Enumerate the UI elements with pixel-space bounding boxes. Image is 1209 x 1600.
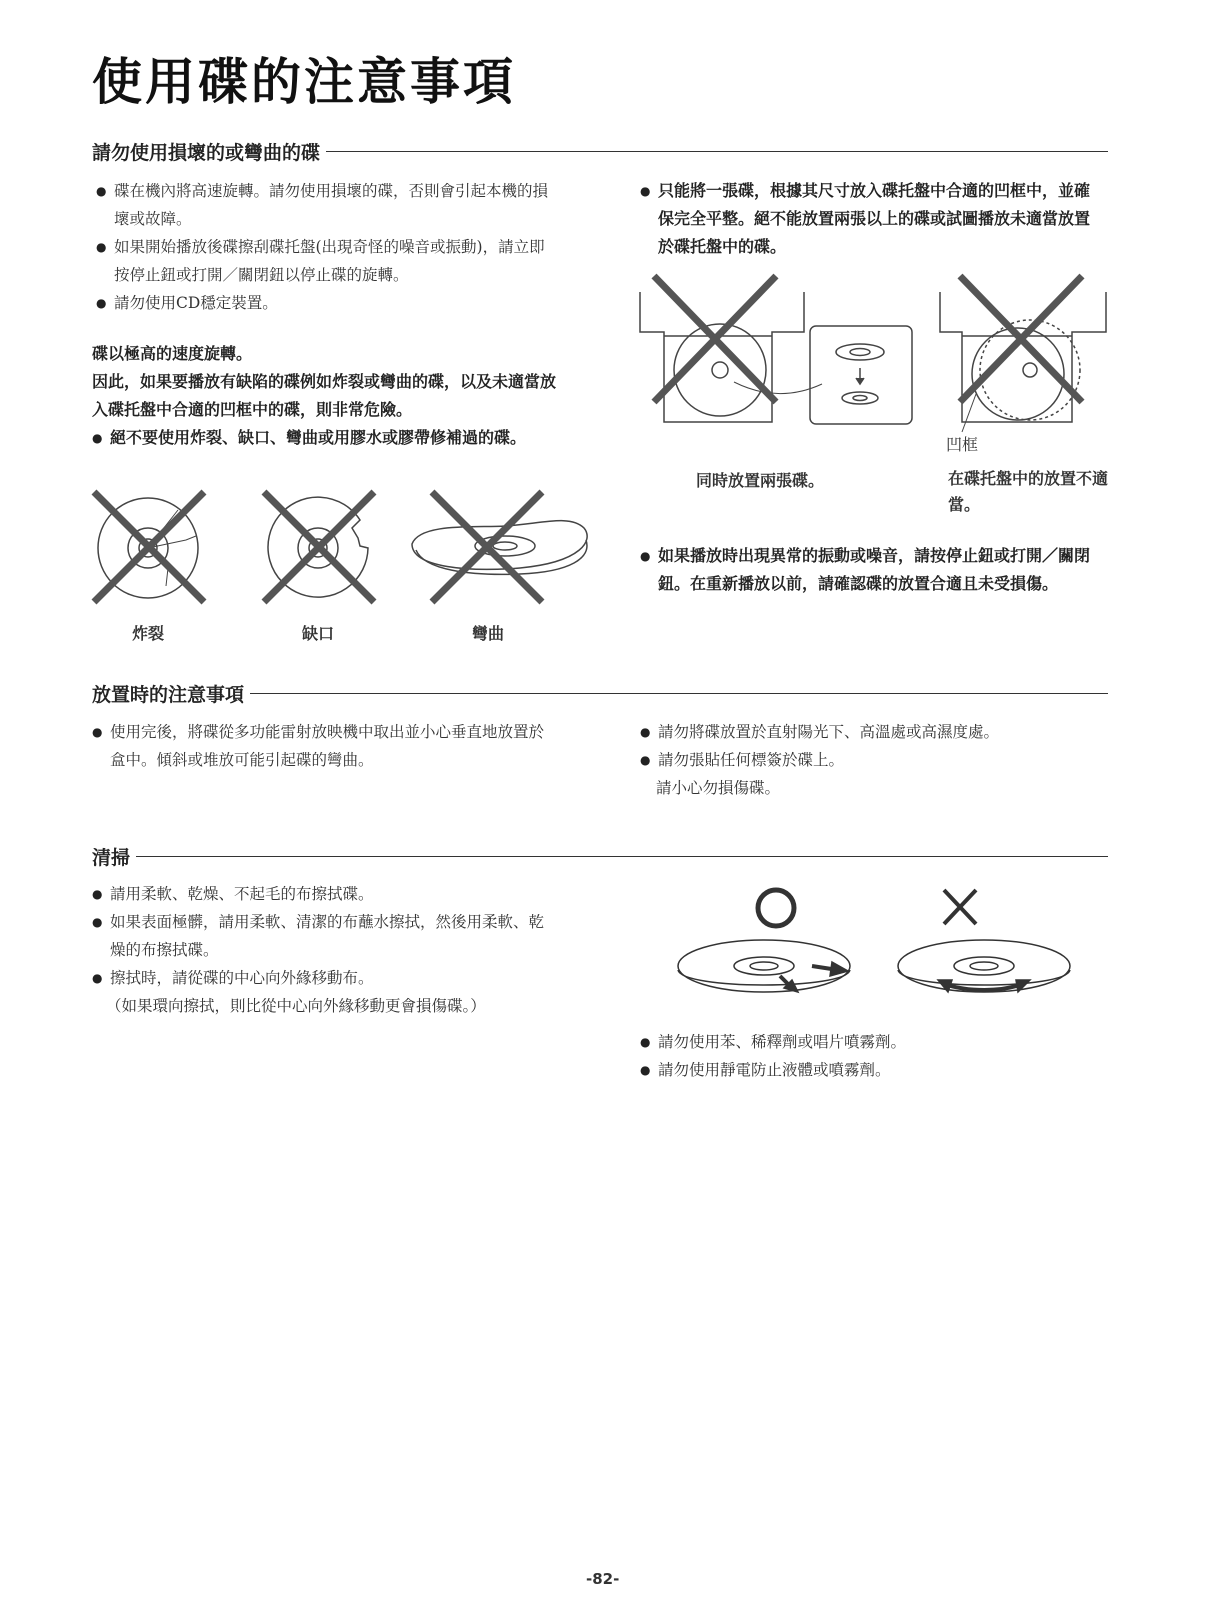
- misplaced-disc-tray-icon: [940, 276, 1106, 432]
- cleaning-illustrations: [672, 880, 1092, 1000]
- storage-left-text: [92, 718, 558, 774]
- caption-two-discs: 同時放置兩張碟。: [696, 471, 825, 490]
- chipped-disc-icon: [264, 492, 374, 602]
- page-title: 使用碟的注意事項: [92, 53, 516, 111]
- storage-note: 請小心勿損傷碟。: [656, 779, 781, 797]
- section-heading-cleaning: [92, 843, 1108, 870]
- warning-line: 因此，如果要播放有缺陷的碟例如炸裂或彎曲的碟，以及未適當放入碟托盤中合適的凹框中的碟，則非常危險。: [92, 372, 557, 419]
- page-number: -82-: [586, 1570, 620, 1588]
- list-item: ● 請勿使用靜電防止液體或噴霧劑。: [640, 1056, 1102, 1084]
- abnormal-vibration-bullet: [640, 542, 1102, 598]
- cleaning-note: （如果環向擦拭，則比從中心向外緣移動更會損傷碟。）: [106, 997, 486, 1015]
- disc-illustrations: [90, 488, 570, 618]
- list-item: ● 使用完後，將碟從多功能雷射放映機中取出並小心垂直地放置於盒中。傾斜或堆放可能引起碟的彎曲。: [92, 718, 558, 774]
- caption-warped: 彎曲: [471, 624, 505, 643]
- section-rule: [250, 693, 1108, 694]
- storage-right-text: [640, 718, 1102, 802]
- caption-chipped: 缺口: [301, 624, 335, 643]
- cleaning-right-text: [640, 1028, 1102, 1084]
- list-item: ● 如果播放時出現異常的振動或噪音，請按停止鈕或打開／關閉鈕。在重新播放以前，請確認碟的放置合適且未受損傷。: [640, 542, 1102, 598]
- damaged-disc-bullets: [96, 177, 558, 317]
- recess-label: 凹框: [946, 435, 979, 454]
- list-item: ● 絕不要使用炸裂、缺口、彎曲或用膠水或膠帶修補過的碟。: [92, 424, 560, 452]
- list-item: ● 請勿使用苯、稀釋劑或唱片噴霧劑。: [640, 1028, 1102, 1056]
- section-heading-label: 放置時的注意事項: [92, 684, 245, 706]
- warning-block: [92, 340, 560, 452]
- list-item: ● 碟在機內將高速旋轉。請勿使用損壞的碟，否則會引起本機的損壞或故障。: [96, 177, 558, 233]
- list-item: ● 如果表面極髒，請用柔軟、清潔的布蘸水擦拭，然後用柔軟、乾燥的布擦拭碟。: [92, 908, 558, 964]
- section-rule: [326, 151, 1108, 152]
- list-item: ● 請勿使用CD穩定裝置。: [96, 289, 558, 317]
- caption-cracked: 炸裂: [131, 624, 165, 643]
- section-heading-damaged-discs: [92, 138, 1108, 165]
- two-discs-tray-icon: [640, 276, 912, 424]
- list-item: ● 擦拭時，請從碟的中心向外緣移動布。: [92, 964, 558, 992]
- caption-misplaced: 在碟托盤中的放置不適當。: [948, 469, 1109, 514]
- cracked-disc-icon: [94, 492, 204, 602]
- list-item: ● 請用柔軟、乾燥、不起毛的布擦拭碟。: [92, 880, 558, 908]
- tray-illustrations: [636, 274, 1116, 474]
- warning-line: 碟以極高的速度旋轉。: [92, 344, 253, 363]
- section-heading-storage: [92, 680, 1108, 707]
- section-heading-label: 清掃: [92, 847, 131, 869]
- warped-disc-icon: [412, 492, 587, 602]
- section-heading-label: 請勿使用損壞的或彎曲的碟: [92, 142, 321, 164]
- list-item: ● 如果開始播放後碟擦刮碟托盤(出現奇怪的噪音或振動)，請立即按停止鈕或打開／關閉鈕以停止碟的旋轉。: [96, 233, 558, 289]
- list-item: ● 請勿張貼任何標簽於碟上。: [640, 746, 1102, 774]
- incorrect-wipe-disc-icon: [898, 890, 1070, 992]
- cleaning-left-text: [92, 880, 558, 1020]
- section-rule: [136, 856, 1108, 857]
- correct-wipe-disc-icon: [678, 890, 850, 992]
- tray-placement-bullet: [640, 177, 1102, 261]
- list-item: ● 只能將一張碟，根據其尺寸放入碟托盤中合適的凹框中，並確保完全平整。絕不能放置兩張以上的碟或試圖播放未適當放置於碟托盤中的碟。: [640, 177, 1102, 261]
- list-item: ● 請勿將碟放置於直射陽光下、高溫處或高濕度處。: [640, 718, 1102, 746]
